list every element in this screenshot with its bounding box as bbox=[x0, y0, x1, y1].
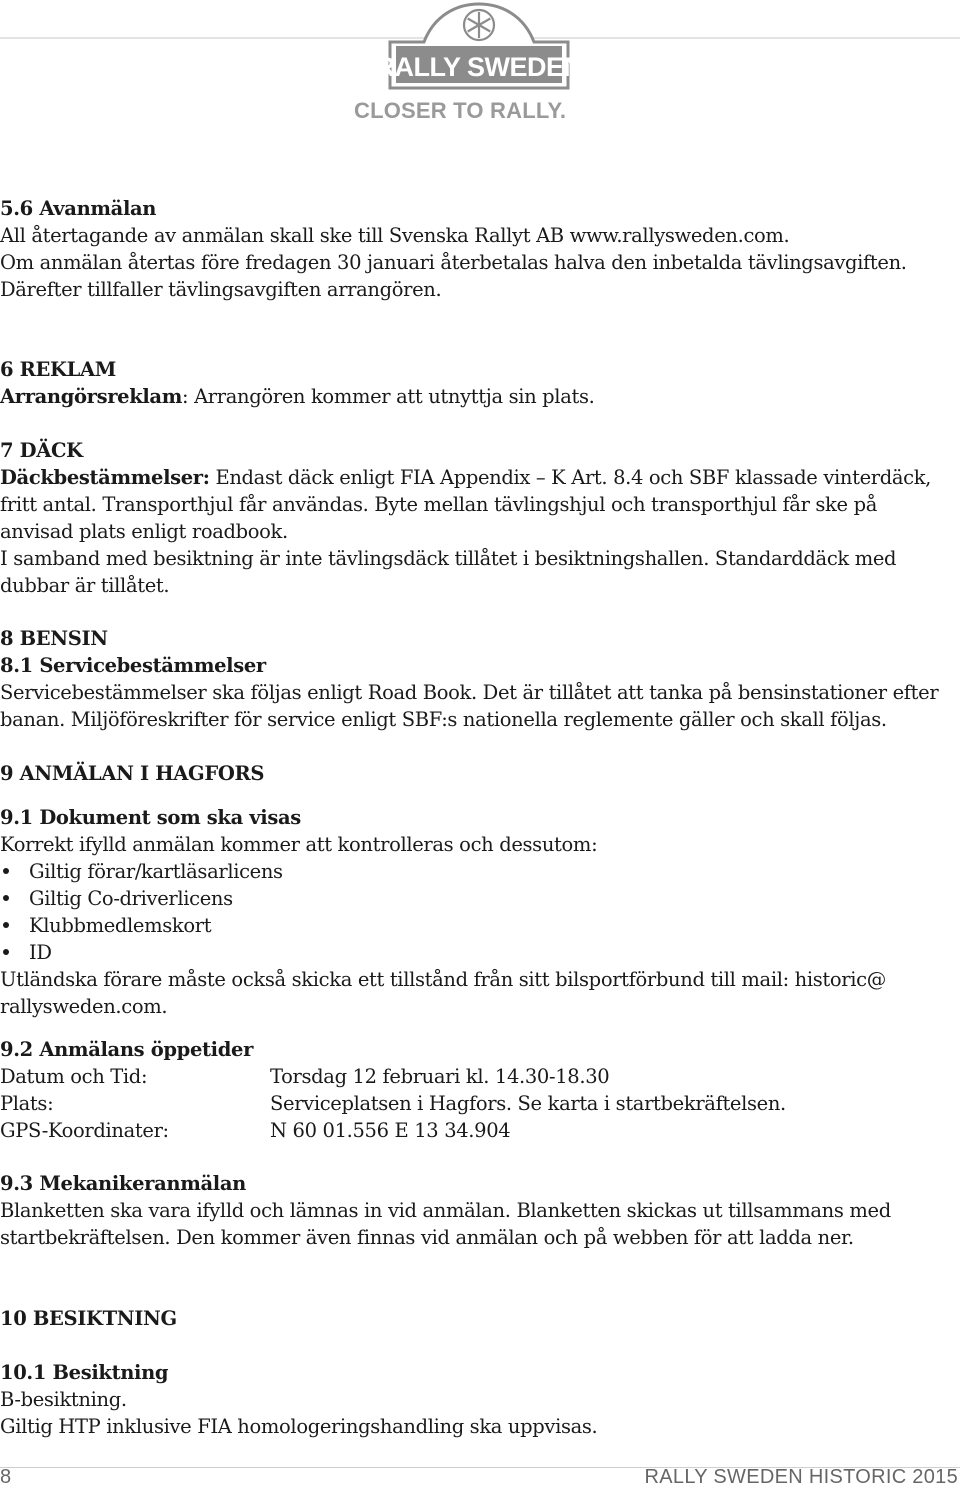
paragraph-line: Om anmälan återtas före fredagen 30 januari återbetalas halva den inbetalda tävlingsavgiften. bbox=[0, 251, 907, 274]
section-heading-10: 10 BESIKTNING bbox=[0, 1307, 177, 1330]
section-heading-6: 6 REKLAM bbox=[0, 358, 116, 381]
paragraph-line: Därefter tillfaller tävlingsavgiften arrangören. bbox=[0, 278, 442, 301]
inline-text: Endast däck enligt FIA Appendix – K Art. 8.4 och SBF klassade vinterdäck, bbox=[209, 466, 932, 489]
list-item-text: ID bbox=[29, 941, 52, 964]
section-heading-9: 9 ANMÄLAN I HAGFORS bbox=[0, 762, 265, 785]
subsection-heading-9-1: 9.1 Dokument som ska visas bbox=[0, 806, 301, 829]
logo-badge-icon bbox=[384, 2, 574, 90]
footer-title: RALLY SWEDEN HISTORIC 2015 bbox=[644, 1466, 958, 1488]
paragraph-line bbox=[0, 384, 594, 410]
list-item-text: Giltig förar/kartläsarlicens bbox=[29, 860, 283, 883]
list-item bbox=[0, 886, 233, 912]
list-item-text: Klubbmedlemskort bbox=[29, 914, 212, 937]
paragraph-line: I samband med besiktning är inte tävlingsdäck tillåtet i besiktningshallen. Standarddäck med bbox=[0, 547, 897, 570]
subsection-heading-9-2: 9.2 Anmälans öppetider bbox=[0, 1038, 253, 1061]
paragraph-line: rallysweden.com. bbox=[0, 995, 168, 1018]
info-value: Serviceplatsen i Hagfors. Se karta i startbekräftelsen. bbox=[270, 1092, 786, 1115]
bullet-icon bbox=[3, 868, 9, 874]
bullet-icon bbox=[3, 895, 9, 901]
info-value: Torsdag 12 februari kl. 14.30-18.30 bbox=[270, 1065, 610, 1088]
info-label: Plats: bbox=[0, 1092, 54, 1115]
list-item bbox=[0, 940, 52, 966]
list-item bbox=[0, 913, 211, 939]
paragraph-line: Blanketten ska vara ifylld och lämnas in vid anmälan. Blanketten skickas ut tillsammans med bbox=[0, 1199, 891, 1222]
paragraph-line: All återtagande av anmälan skall ske till Svenska Rallyt AB www.rallysweden.com. bbox=[0, 224, 790, 247]
subsection-heading-9-3: 9.3 Mekanikeranmälan bbox=[0, 1172, 246, 1195]
paragraph-line: fritt antal. Transporthjul får användas. Byte mellan tävlingshjul och transporthjul får ske på bbox=[0, 493, 877, 516]
bullet-icon bbox=[3, 922, 9, 928]
inline-label: Arrangörsreklam bbox=[0, 385, 182, 408]
inline-text: : Arrangören kommer att utnyttja sin plats. bbox=[182, 385, 595, 408]
subsection-heading-8-1: 8.1 Servicebestämmelser bbox=[0, 654, 266, 677]
subsection-heading-10-1: 10.1 Besiktning bbox=[0, 1361, 169, 1384]
info-label: GPS-Koordinater: bbox=[0, 1119, 169, 1142]
section-heading-8: 8 BENSIN bbox=[0, 627, 108, 650]
list-item-text: Giltig Co-driverlicens bbox=[29, 887, 233, 910]
page-number: 8 bbox=[0, 1466, 12, 1488]
rally-sweden-logo bbox=[384, 2, 574, 90]
bullet-icon bbox=[3, 949, 9, 955]
section-heading-7: 7 DÄCK bbox=[0, 439, 83, 462]
info-label: Datum och Tid: bbox=[0, 1065, 148, 1088]
list-item bbox=[0, 859, 283, 885]
paragraph-line: dubbar är tillåtet. bbox=[0, 574, 170, 597]
paragraph-line bbox=[0, 465, 931, 491]
paragraph-line: banan. Miljöföreskrifter för service enligt SBF:s nationella reglemente gäller och skall följas. bbox=[0, 708, 887, 731]
tagline: CLOSER TO RALLY. bbox=[354, 98, 567, 123]
svg-text:RALLY SWEDEN: RALLY SWEDEN bbox=[384, 52, 574, 82]
paragraph-line: Utländska förare måste också skicka ett tillstånd från sitt bilsportförbund till mail: historic@ bbox=[0, 968, 886, 991]
paragraph-line: B-besiktning. bbox=[0, 1388, 127, 1411]
section-heading-5-6: 5.6 Avanmälan bbox=[0, 197, 157, 220]
paragraph-line: Servicebestämmelser ska följas enligt Road Book. Det är tillåtet att tanka på bensinstationer efter bbox=[0, 681, 939, 704]
paragraph-line: anvisad plats enligt roadbook. bbox=[0, 520, 288, 543]
inline-label: Däckbestämmelser: bbox=[0, 466, 210, 489]
info-value: N 60 01.556 E 13 34.904 bbox=[270, 1119, 511, 1142]
paragraph-line: Korrekt ifylld anmälan kommer att kontrolleras och dessutom: bbox=[0, 833, 598, 856]
paragraph-line: startbekräftelsen. Den kommer även finnas vid anmälan och på webben för att ladda ner. bbox=[0, 1226, 854, 1249]
paragraph-line: Giltig HTP inklusive FIA homologeringshandling ska uppvisas. bbox=[0, 1415, 598, 1438]
